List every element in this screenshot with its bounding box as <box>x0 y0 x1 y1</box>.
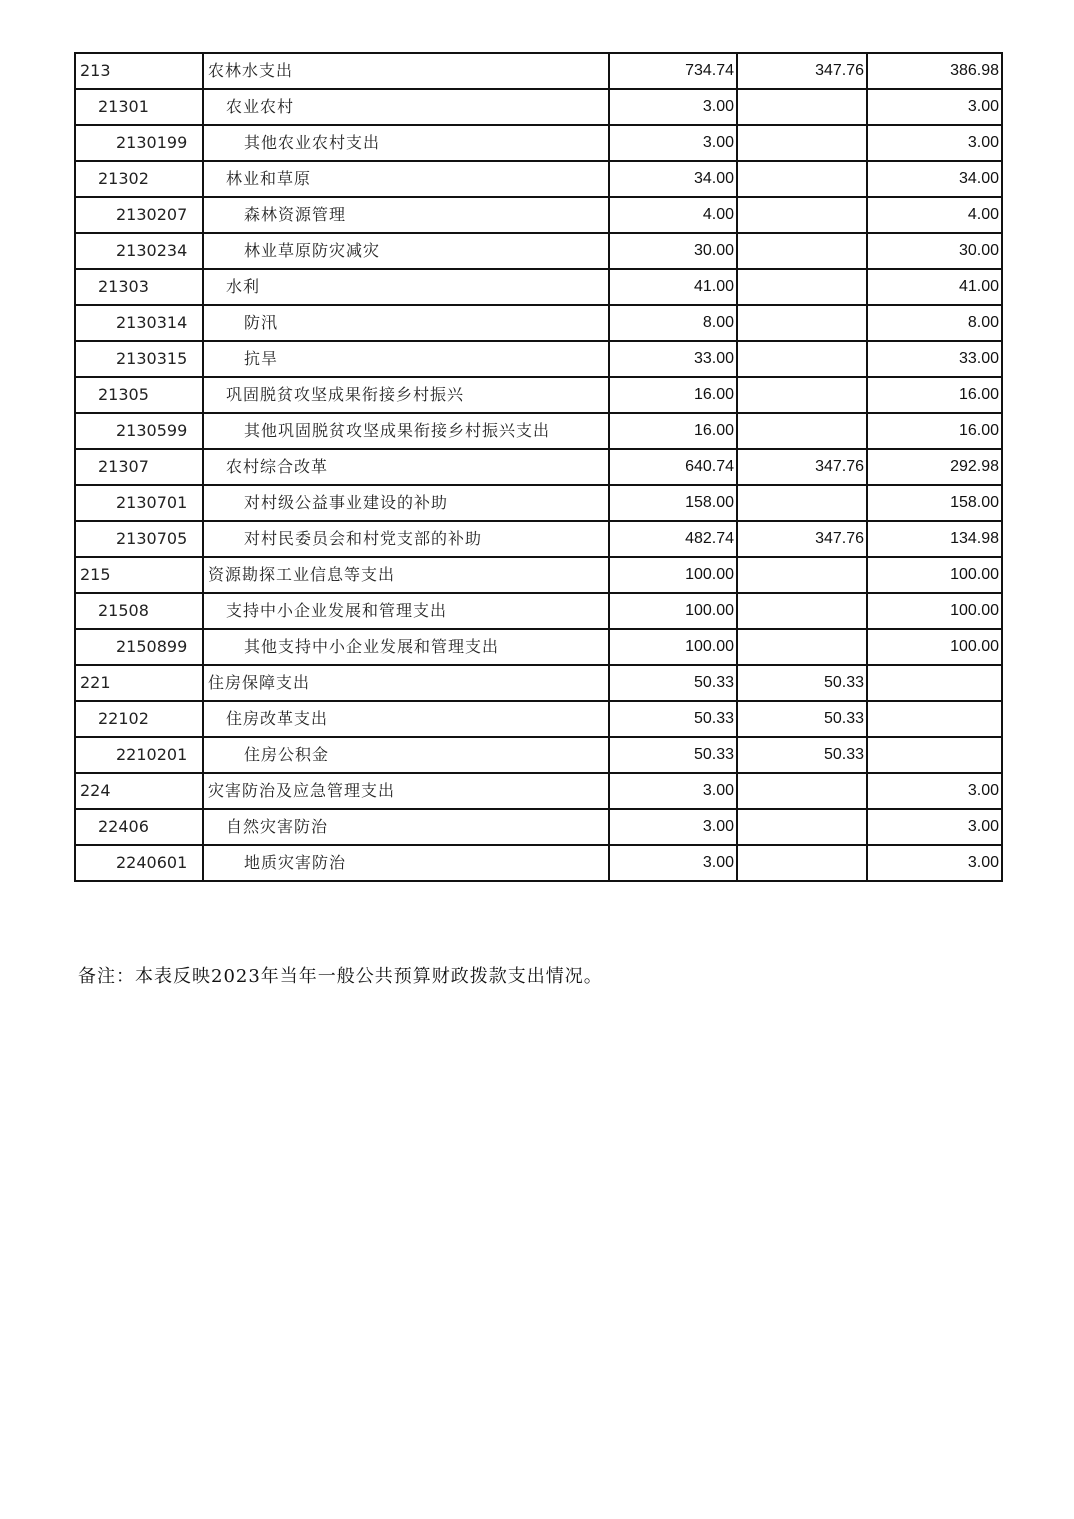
subject-code-cell: 2130314 <box>75 305 203 341</box>
total-amount-cell: 482.74 <box>609 521 737 557</box>
subject-name-cell: 防汛 <box>203 305 609 341</box>
basic-expenditure-cell <box>737 161 867 197</box>
project-expenditure-cell <box>867 665 1002 701</box>
subject-name-cell: 灾害防治及应急管理支出 <box>203 773 609 809</box>
project-expenditure-cell: 4.00 <box>867 197 1002 233</box>
project-expenditure-cell: 100.00 <box>867 629 1002 665</box>
total-amount-cell: 100.00 <box>609 629 737 665</box>
basic-expenditure-cell <box>737 773 867 809</box>
subject-name-cell: 住房公积金 <box>203 737 609 773</box>
subject-code-cell: 21302 <box>75 161 203 197</box>
total-amount-cell: 50.33 <box>609 701 737 737</box>
subject-code-cell: 2130234 <box>75 233 203 269</box>
budget-expenditure-table <box>74 52 1003 882</box>
total-amount-cell: 30.00 <box>609 233 737 269</box>
project-expenditure-cell: 16.00 <box>867 413 1002 449</box>
table-row <box>75 125 1002 161</box>
basic-expenditure-cell <box>737 413 867 449</box>
total-amount-cell: 34.00 <box>609 161 737 197</box>
table-row <box>75 809 1002 845</box>
project-expenditure-cell: 33.00 <box>867 341 1002 377</box>
total-amount-cell: 4.00 <box>609 197 737 233</box>
table-row <box>75 737 1002 773</box>
subject-code-cell: 224 <box>75 773 203 809</box>
project-expenditure-cell: 30.00 <box>867 233 1002 269</box>
total-amount-cell: 3.00 <box>609 89 737 125</box>
basic-expenditure-cell: 347.76 <box>737 449 867 485</box>
basic-expenditure-cell <box>737 629 867 665</box>
project-expenditure-cell: 3.00 <box>867 89 1002 125</box>
total-amount-cell: 100.00 <box>609 593 737 629</box>
basic-expenditure-cell: 347.76 <box>737 53 867 89</box>
subject-code-cell: 2130199 <box>75 125 203 161</box>
subject-name-cell: 其他巩固脱贫攻坚成果衔接乡村振兴支出 <box>203 413 609 449</box>
project-expenditure-cell: 134.98 <box>867 521 1002 557</box>
subject-code-cell: 21301 <box>75 89 203 125</box>
basic-expenditure-cell <box>737 233 867 269</box>
subject-name-cell: 巩固脱贫攻坚成果衔接乡村振兴 <box>203 377 609 413</box>
table-row <box>75 89 1002 125</box>
subject-name-cell: 住房改革支出 <box>203 701 609 737</box>
project-expenditure-cell: 3.00 <box>867 809 1002 845</box>
total-amount-cell: 16.00 <box>609 413 737 449</box>
subject-code-cell: 2210201 <box>75 737 203 773</box>
table-row <box>75 521 1002 557</box>
total-amount-cell: 8.00 <box>609 305 737 341</box>
project-expenditure-cell: 100.00 <box>867 593 1002 629</box>
basic-expenditure-cell <box>737 197 867 233</box>
basic-expenditure-cell: 50.33 <box>737 665 867 701</box>
table-row <box>75 269 1002 305</box>
table-body <box>75 53 1002 881</box>
table-row <box>75 485 1002 521</box>
project-expenditure-cell: 16.00 <box>867 377 1002 413</box>
total-amount-cell: 158.00 <box>609 485 737 521</box>
subject-name-cell: 水利 <box>203 269 609 305</box>
total-amount-cell: 33.00 <box>609 341 737 377</box>
project-expenditure-cell <box>867 737 1002 773</box>
total-amount-cell: 41.00 <box>609 269 737 305</box>
table-row <box>75 773 1002 809</box>
subject-code-cell: 2240601 <box>75 845 203 881</box>
subject-name-cell: 其他支持中小企业发展和管理支出 <box>203 629 609 665</box>
subject-code-cell: 21508 <box>75 593 203 629</box>
subject-name-cell: 其他农业农村支出 <box>203 125 609 161</box>
subject-name-cell: 地质灾害防治 <box>203 845 609 881</box>
subject-code-cell: 2150899 <box>75 629 203 665</box>
total-amount-cell: 50.33 <box>609 737 737 773</box>
table-row <box>75 233 1002 269</box>
total-amount-cell: 100.00 <box>609 557 737 593</box>
basic-expenditure-cell: 50.33 <box>737 737 867 773</box>
subject-code-cell: 2130705 <box>75 521 203 557</box>
subject-code-cell: 21307 <box>75 449 203 485</box>
subject-code-cell: 2130315 <box>75 341 203 377</box>
project-expenditure-cell: 100.00 <box>867 557 1002 593</box>
table-row <box>75 665 1002 701</box>
subject-name-cell: 农业农村 <box>203 89 609 125</box>
table-row <box>75 161 1002 197</box>
project-expenditure-cell: 3.00 <box>867 773 1002 809</box>
basic-expenditure-cell <box>737 341 867 377</box>
subject-name-cell: 林业和草原 <box>203 161 609 197</box>
table-row <box>75 557 1002 593</box>
subject-name-cell: 资源勘探工业信息等支出 <box>203 557 609 593</box>
subject-name-cell: 自然灾害防治 <box>203 809 609 845</box>
table-row <box>75 305 1002 341</box>
project-expenditure-cell: 3.00 <box>867 125 1002 161</box>
basic-expenditure-cell <box>737 845 867 881</box>
project-expenditure-cell <box>867 701 1002 737</box>
subject-name-cell: 住房保障支出 <box>203 665 609 701</box>
subject-name-cell: 对村民委员会和村党支部的补助 <box>203 521 609 557</box>
subject-code-cell: 2130207 <box>75 197 203 233</box>
subject-name-cell: 抗旱 <box>203 341 609 377</box>
subject-code-cell: 221 <box>75 665 203 701</box>
table-row <box>75 449 1002 485</box>
subject-code-cell: 215 <box>75 557 203 593</box>
subject-name-cell: 农村综合改革 <box>203 449 609 485</box>
table-row <box>75 197 1002 233</box>
total-amount-cell: 640.74 <box>609 449 737 485</box>
basic-expenditure-cell <box>737 377 867 413</box>
project-expenditure-cell: 3.00 <box>867 845 1002 881</box>
basic-expenditure-cell <box>737 593 867 629</box>
subject-code-cell: 21303 <box>75 269 203 305</box>
subject-name-cell: 森林资源管理 <box>203 197 609 233</box>
project-expenditure-cell: 386.98 <box>867 53 1002 89</box>
basic-expenditure-cell <box>737 89 867 125</box>
table-row <box>75 377 1002 413</box>
basic-expenditure-cell <box>737 125 867 161</box>
project-expenditure-cell: 292.98 <box>867 449 1002 485</box>
total-amount-cell: 50.33 <box>609 665 737 701</box>
basic-expenditure-cell: 50.33 <box>737 701 867 737</box>
basic-expenditure-cell: 347.76 <box>737 521 867 557</box>
table-row <box>75 341 1002 377</box>
basic-expenditure-cell <box>737 269 867 305</box>
project-expenditure-cell: 158.00 <box>867 485 1002 521</box>
subject-code-cell: 2130599 <box>75 413 203 449</box>
subject-code-cell: 2130701 <box>75 485 203 521</box>
table-row <box>75 413 1002 449</box>
table-row <box>75 53 1002 89</box>
basic-expenditure-cell <box>737 485 867 521</box>
subject-name-cell: 支持中小企业发展和管理支出 <box>203 593 609 629</box>
total-amount-cell: 3.00 <box>609 845 737 881</box>
subject-name-cell: 对村级公益事业建设的补助 <box>203 485 609 521</box>
subject-name-cell: 农林水支出 <box>203 53 609 89</box>
project-expenditure-cell: 8.00 <box>867 305 1002 341</box>
basic-expenditure-cell <box>737 809 867 845</box>
subject-name-cell: 林业草原防灾减灾 <box>203 233 609 269</box>
total-amount-cell: 3.00 <box>609 773 737 809</box>
project-expenditure-cell: 41.00 <box>867 269 1002 305</box>
subject-code-cell: 213 <box>75 53 203 89</box>
table-row <box>75 593 1002 629</box>
table-row <box>75 629 1002 665</box>
basic-expenditure-cell <box>737 557 867 593</box>
project-expenditure-cell: 34.00 <box>867 161 1002 197</box>
table-row <box>75 701 1002 737</box>
table-row <box>75 845 1002 881</box>
subject-code-cell: 22102 <box>75 701 203 737</box>
total-amount-cell: 734.74 <box>609 53 737 89</box>
total-amount-cell: 3.00 <box>609 125 737 161</box>
total-amount-cell: 16.00 <box>609 377 737 413</box>
subject-code-cell: 22406 <box>75 809 203 845</box>
footnote: 备注：本表反映2023年当年一般公共预算财政拨款支出情况。 <box>78 966 603 987</box>
total-amount-cell: 3.00 <box>609 809 737 845</box>
basic-expenditure-cell <box>737 305 867 341</box>
subject-code-cell: 21305 <box>75 377 203 413</box>
